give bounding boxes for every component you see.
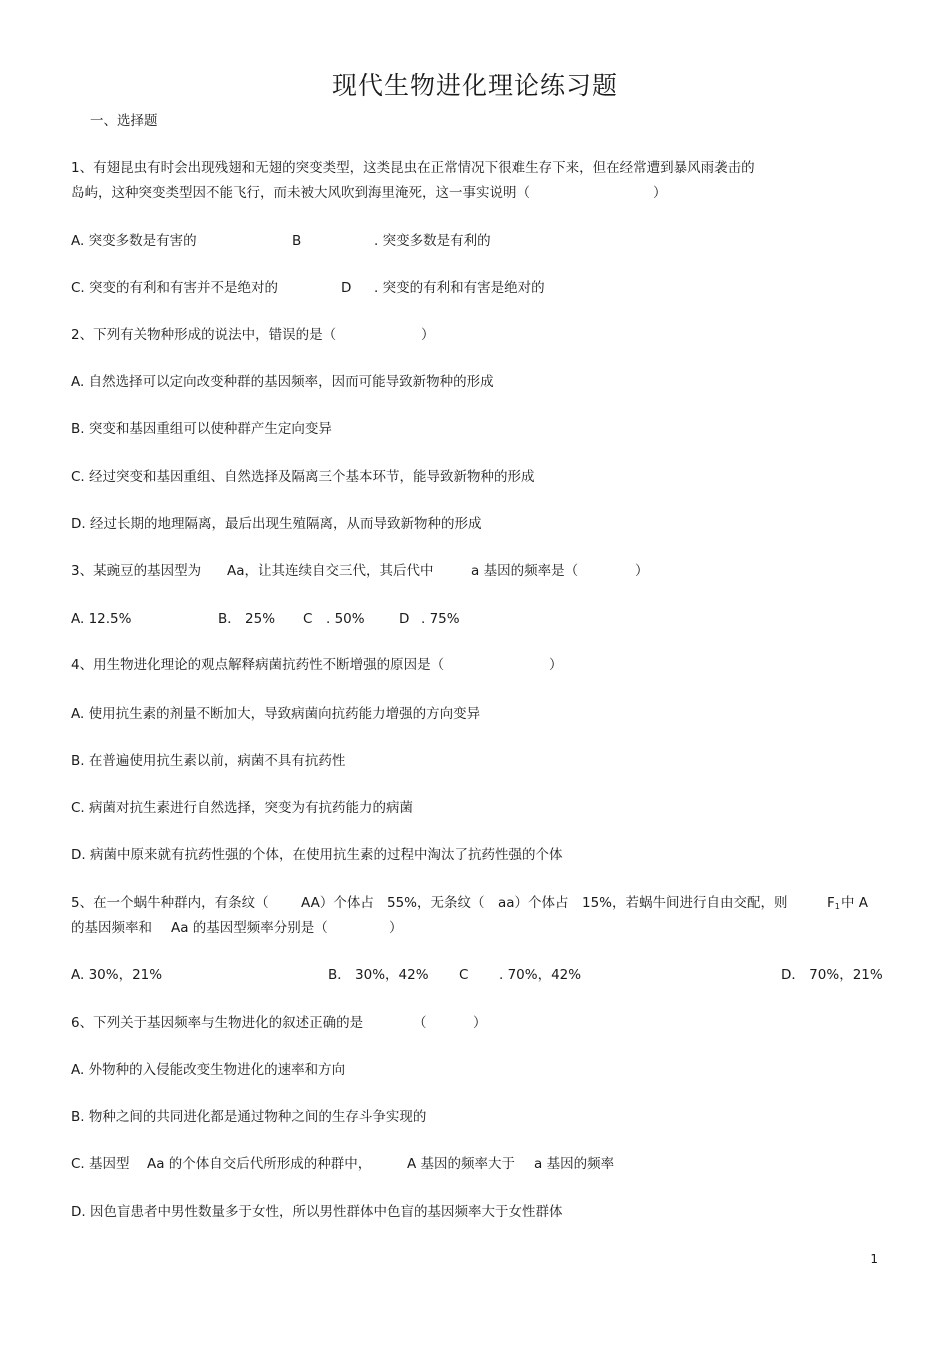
q5-stem-d: aa）个体占: [498, 895, 569, 911]
q2-option-a: A. 自然选择可以定向改变种群的基因频率，因而可能导致新物种的形成: [71, 374, 494, 390]
q5-stem-g: 中 A: [841, 895, 869, 911]
q6-stem: 6、下列关于基因频率与生物进化的叙述正确的是: [71, 1015, 364, 1031]
q3-stem-c: a 基因的频率是（: [471, 563, 579, 579]
q3-option-d-letter: D: [399, 611, 410, 627]
q1-option-c: C. 突变的有利和有害并不是绝对的: [71, 280, 279, 296]
q6-option-d: D. 因色盲患者中男性数量多于女性，所以男性群体中色盲的基因频率大于女性群体: [71, 1204, 563, 1220]
q2-option-d: D. 经过长期的地理隔离，最后出现生殖隔离，从而导致新物种的形成: [71, 516, 482, 532]
q6-option-c-d: a 基因的频率: [534, 1156, 615, 1172]
q5-line2-a: 的基因频率和: [71, 920, 152, 936]
q3-option-d: . 75%: [421, 611, 460, 627]
q6-paren-open: （: [413, 1015, 427, 1031]
q4-option-a: A. 使用抗生素的剂量不断加大，导致病菌向抗药能力增强的方向变异: [71, 706, 481, 722]
q2-stem: 2、下列有关物种形成的说法中，错误的是（: [71, 327, 337, 343]
q2-paren-close: ）: [421, 327, 435, 343]
q2-option-c: C. 经过突变和基因重组、自然选择及隔离三个基本环节，能导致新物种的形成: [71, 469, 535, 485]
q5-stem-a: 5、在一个蜗牛种群内，有条纹（: [71, 895, 269, 911]
q3-paren-close: ）: [635, 563, 649, 579]
q5-option-b: B． 30%，42%: [328, 967, 429, 983]
q4-option-b: B. 在普遍使用抗生素以前，病菌不具有抗药性: [71, 753, 346, 769]
q5-stem-c: 55%，无条纹（: [387, 895, 485, 911]
q1-option-b: . 突变多数是有利的: [374, 233, 491, 249]
q1-option-d: . 突变的有利和有害是绝对的: [374, 280, 545, 296]
q5-option-d: D． 70%，21%: [781, 967, 883, 983]
q3-stem-b: Aa，让其连续自交三代，其后代中: [227, 563, 434, 579]
q6-option-b: B. 物种之间的共同进化都是通过物种之间的生存斗争实现的: [71, 1109, 427, 1125]
q5-option-c: . 70%，42%: [499, 967, 582, 983]
q1-option-b-letter: B: [292, 233, 302, 249]
q5-stem-b: AA）个体占: [301, 895, 374, 911]
q5-option-a: A. 30%，21%: [71, 967, 163, 983]
q6-option-c-a: C. 基因型: [71, 1156, 130, 1172]
q5-paren-close: ）: [389, 920, 403, 936]
q4-paren-close: ）: [549, 657, 563, 673]
q1-stem-line1: 1、有翅昆虫有时会出现残翅和无翅的突变类型，这类昆虫在正常情况下很难生存下来，但在经常遭到暴风雨袭击的: [71, 160, 755, 176]
q4-option-d: D. 病菌中原来就有抗药性强的个体，在使用抗生素的过程中淘汰了抗药性强的个体: [71, 847, 563, 863]
q5-stem-f: $F_1$: [827, 895, 840, 911]
q6-option-c-b: Aa 的个体自交后代所形成的种群中，: [147, 1156, 372, 1172]
q5-option-c-letter: C: [459, 967, 469, 983]
q2-option-b: B. 突变和基因重组可以使种群产生定向变异: [71, 421, 332, 437]
q3-option-c-letter: C: [303, 611, 313, 627]
q6-option-c-c: A 基因的频率大于: [407, 1156, 516, 1172]
q4-stem: 4、用生物进化理论的观点解释病菌抗药性不断增强的原因是（: [71, 657, 445, 673]
q6-paren-close: ）: [473, 1015, 487, 1031]
q1-paren-close: ）: [653, 185, 667, 201]
q1-option-d-letter: D: [341, 280, 352, 296]
q5-stem-e: 15%，若蜗牛间进行自由交配，则: [582, 895, 788, 911]
section-heading: 一、选择题: [90, 113, 158, 129]
q3-option-c: . 50%: [326, 611, 365, 627]
q6-option-a: A. 外物种的入侵能改变生物进化的速率和方向: [71, 1062, 346, 1078]
q4-option-c: C. 病菌对抗生素进行自然选择，突变为有抗药能力的病菌: [71, 800, 414, 816]
page-title: 现代生物进化理论练习题: [331, 71, 618, 100]
page-number: 1: [870, 1252, 878, 1266]
q1-option-a: A. 突变多数是有害的: [71, 233, 197, 249]
q3-stem-a: 3、某豌豆的基因型为: [71, 563, 202, 579]
q3-option-a: A. 12.5%: [71, 611, 132, 627]
q5-line2-b: Aa 的基因型频率分别是（: [171, 920, 328, 936]
q3-option-b: B． 25%: [218, 611, 276, 627]
q1-stem-text: 岛屿，这种突变类型因不能飞行，而未被大风吹到海里淹死，这一事实说明（: [71, 185, 530, 201]
